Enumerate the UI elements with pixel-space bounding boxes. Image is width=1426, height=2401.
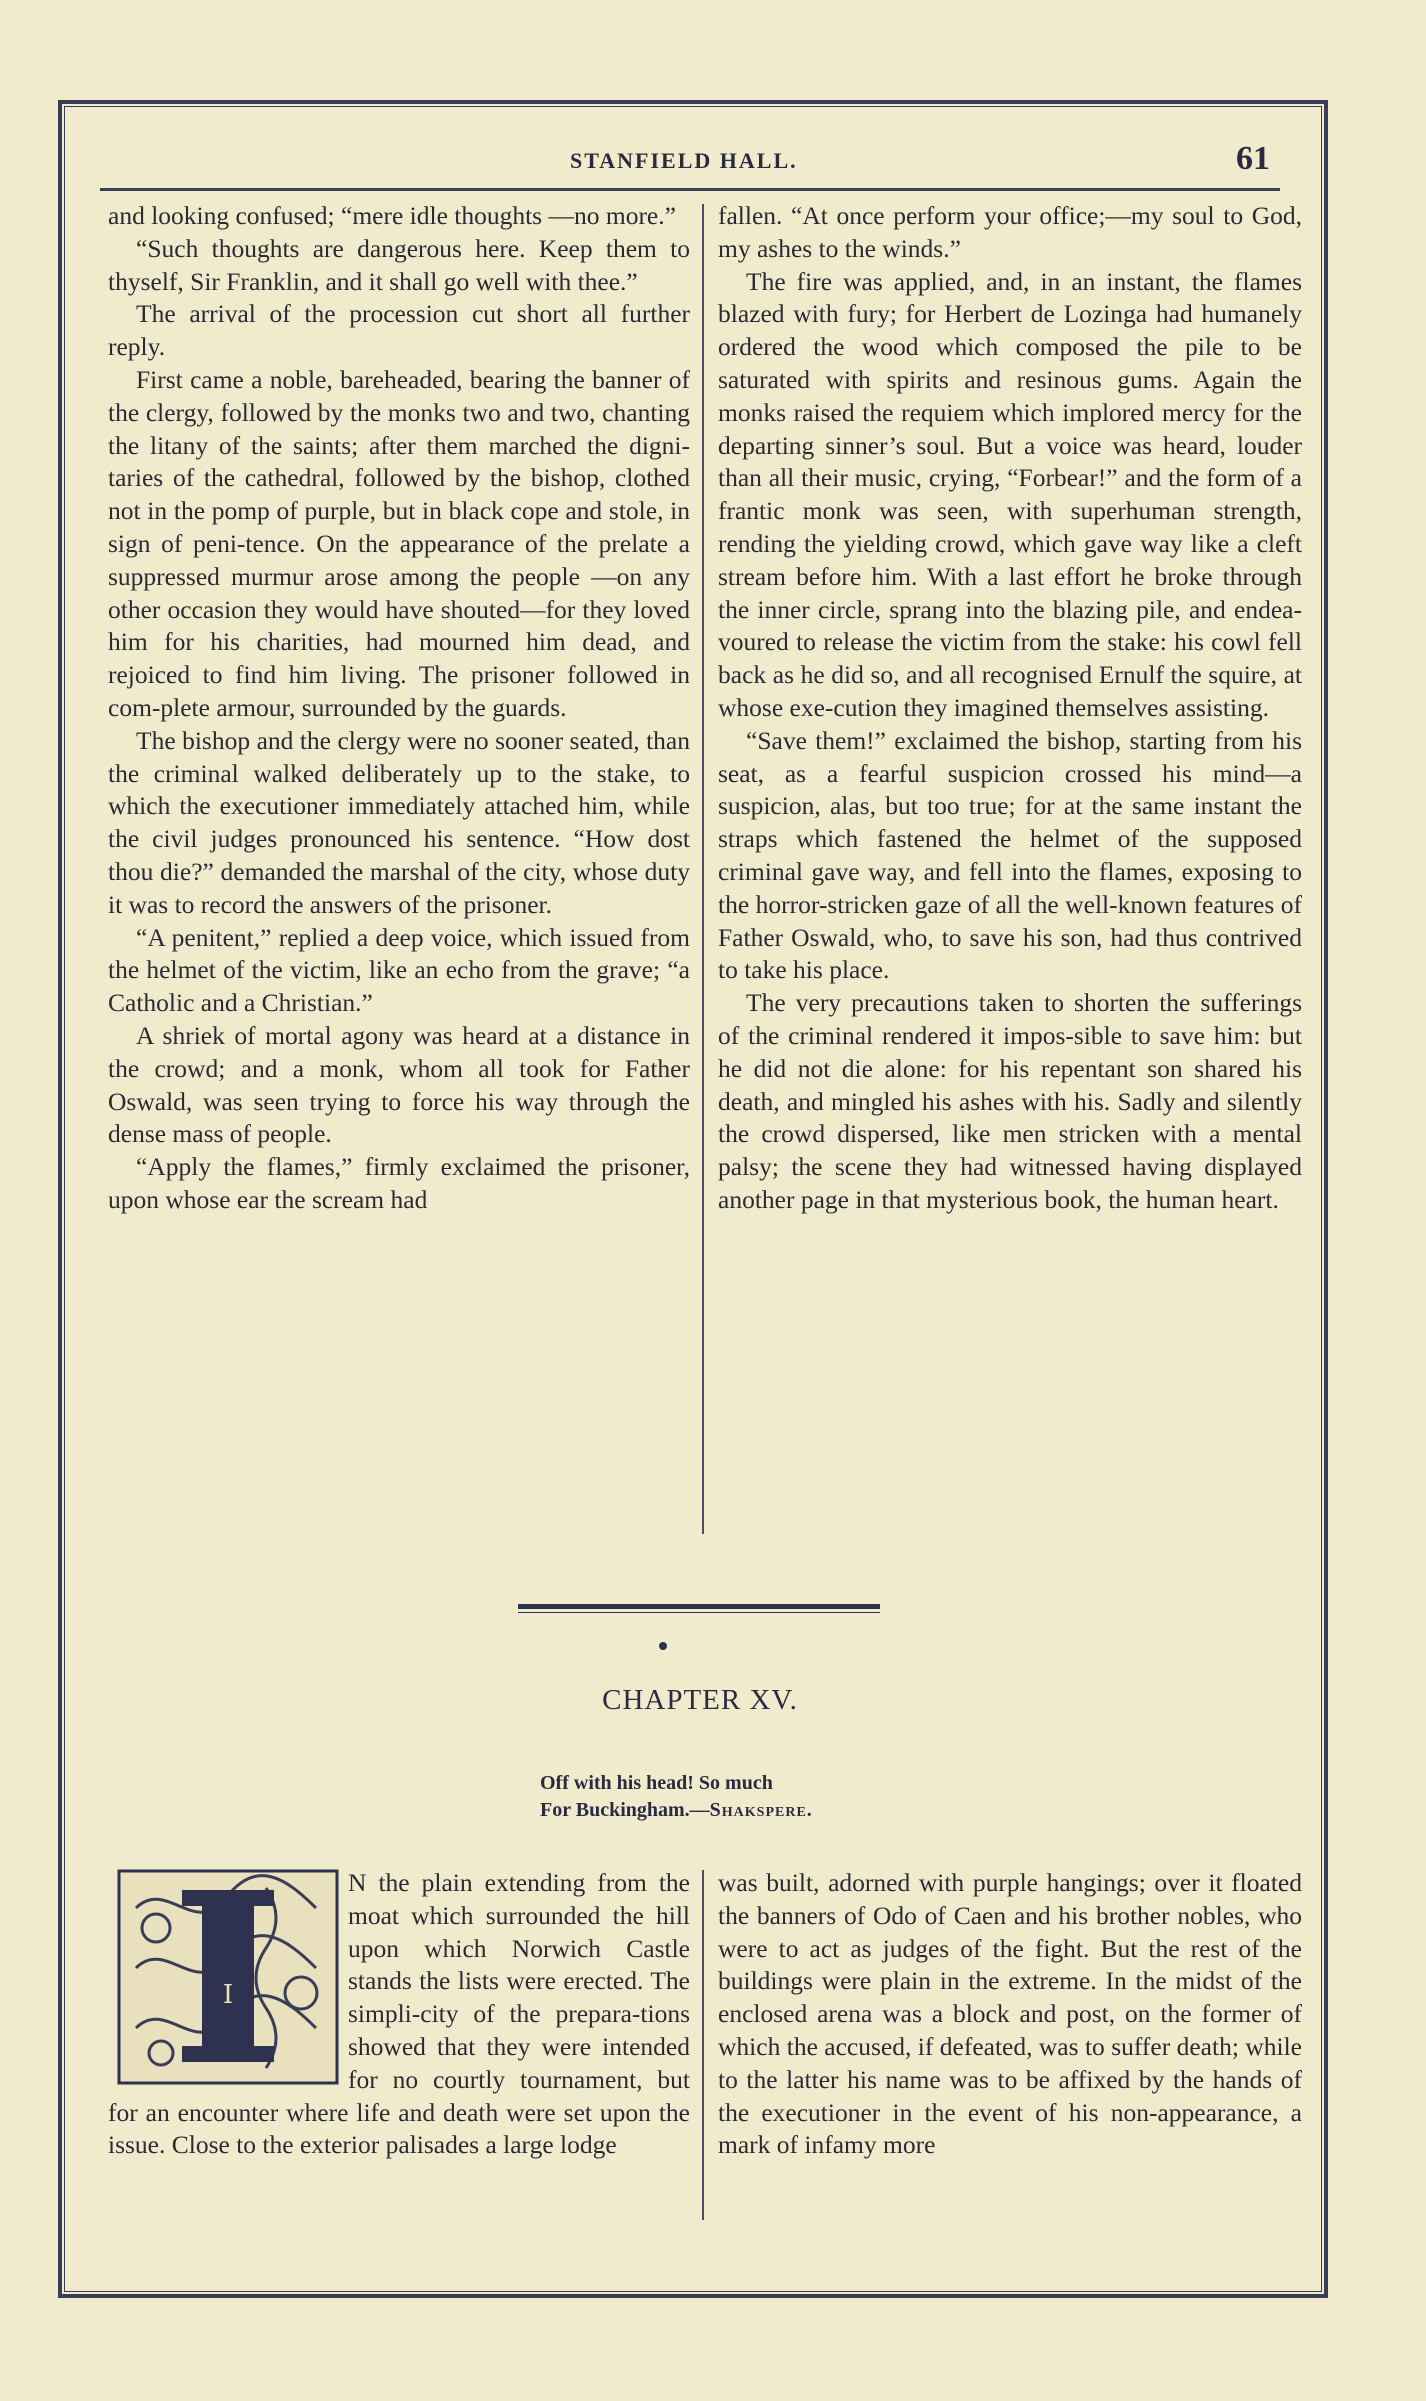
paragraph: A shriek of mortal agony was heard at a distance in the crowd; and a monk, whom all took for Father Oswald, was seen trying to force his way through the dense mass of people. bbox=[108, 1020, 690, 1149]
right-column-top bbox=[718, 200, 1302, 1540]
paragraph: The arrival of the procession cut short all further reply. bbox=[108, 299, 690, 362]
section-rule-thin bbox=[518, 1612, 880, 1613]
running-header bbox=[100, 138, 1280, 191]
section-rule bbox=[518, 1604, 880, 1609]
paragraph: The bishop and the clergy were no sooner seated, than the criminal walked deliberately up to the stake, to which the executioner immediately attached him, while the civil judges pronounced his sentence. “How dost thou die?” demanded the marshal of the city, whose duty it was to record the answers of the prisoner. bbox=[108, 725, 690, 919]
right-column-bottom bbox=[718, 1867, 1302, 2227]
dropcap-letter: I bbox=[222, 1980, 234, 2010]
column-divider bbox=[702, 204, 704, 1534]
paragraph: The fire was applied, and, in an instant, the flames blazed with fury; for Herbert de Lozinga had humanely ordered the wood which composed the pile to be saturated with spirits and resinous gums. Again the monks raised the requiem which implored mercy for the departing sinner’s soul. But a voice was heard, louder than all their music, crying, “Forbear!” and the form of a frantic monk was seen, with superhuman strength, rending the yielding crowd, which gave way like a cleft stream before him. With a last effort he broke through the inner circle, sprang into the blazing pile, and endea-voured to release the victim from the stake: his cowl fell back as he did so, and all recognised Ernulf the squire, at whose exe-cution they imagined themselves assisting. bbox=[718, 266, 1302, 722]
paragraph: and looking confused; “mere idle thoughts —no more.” bbox=[108, 201, 676, 230]
paragraph: The very precautions taken to shorten the sufferings of the criminal rendered it impos-sible to save him: but he did not die alone: for his repentant son shared his death, and mingled his ashes with his. Sadly and silently the crowd dispersed, like men stricken with a mental palsy; the scene they had witnessed having displayed another page in that mysterious book, the human heart. bbox=[718, 988, 1302, 1214]
epigraph bbox=[540, 1770, 813, 1824]
dropcap-illustration bbox=[116, 1868, 340, 2086]
epigraph-author: Shakspere. bbox=[709, 1799, 813, 1821]
paragraph: First came a noble, bareheaded, bearing the banner of the clergy, followed by the monks two and two, chanting the litany of the saints; after them marched the digni-taries of the cathedral, followed by the bishop, clothed not in the pomp of purple, but in black cope and stole, in sign of peni-tence. On the appearance of the prelate a suppressed murmur arose among the people —on any other occasion they would have shouted—for they loved him for his charities, had mourned him dead, and rejoiced to find him living. The prisoner followed in com-plete armour, surrounded by the guards. bbox=[108, 364, 690, 722]
running-title: STANFIELD HALL. bbox=[570, 148, 798, 173]
paragraph: was built, adorned with purple hangings; over it floated the banners of Odo of Caen and his brother nobles, who were to act as judges of the fight. But the rest of the buildings were plain in the extreme. In the midst of the enclosed arena was a block and post, on the former of which the accused, if defeated, was to suffer death; while to the latter his name was to be affixed by the hands of the executioner in the event of his non-appearance, a mark of infamy more bbox=[718, 1868, 1302, 2160]
epigraph-line-1: Off with his head! So much bbox=[540, 1772, 773, 1794]
dropcap-ornament-icon bbox=[116, 1868, 340, 2086]
epigraph-line-2-text: For Buckingham.— bbox=[540, 1799, 710, 1821]
paragraph: “Save them!” exclaimed the bishop, starting from his seat, as a fearful suspicion crossed his mind—a suspicion, alas, but too true; for at the same instant the straps which fastened the helmet of the supposed criminal gave way, and fell into the flames, exposing to the horror-stricken gaze of all the well-known features of Father Oswald, who, to save his son, had thus contrived to take his place. bbox=[718, 725, 1302, 985]
column-divider bbox=[702, 1870, 704, 2220]
chapter-title: CHAPTER XV. bbox=[602, 1684, 798, 1716]
paragraph: “A penitent,” replied a deep voice, which issued from the helmet of the victim, like an echo from the grave; “a Catholic and a Christian.” bbox=[108, 922, 690, 1018]
epigraph-line-2 bbox=[540, 1797, 813, 1824]
paragraph: fallen. “At once perform your office;—my soul to God, my ashes to the winds.” bbox=[718, 201, 1302, 263]
page-number: 61 bbox=[1236, 140, 1270, 177]
paragraph: “Apply the flames,” firmly exclaimed the prisoner, upon whose ear the scream had bbox=[108, 1152, 690, 1214]
left-column-top bbox=[108, 200, 690, 1540]
paragraph: “Such thoughts are dangerous here. Keep them to thyself, Sir Franklin, and it shall go well with thee.” bbox=[108, 233, 690, 296]
ornament-dot bbox=[659, 1642, 667, 1650]
chapter-opening-paragraph: N the plain extending from the moat which surrounded the hill upon which Norwich Castle stands the lists were erected. The simpli-city of the prepara-tions showed that they were intended for no courtly tournament, but for an encounter where life and death were set upon the issue. Close to the exterior palisades a large lodge bbox=[108, 1868, 690, 2160]
